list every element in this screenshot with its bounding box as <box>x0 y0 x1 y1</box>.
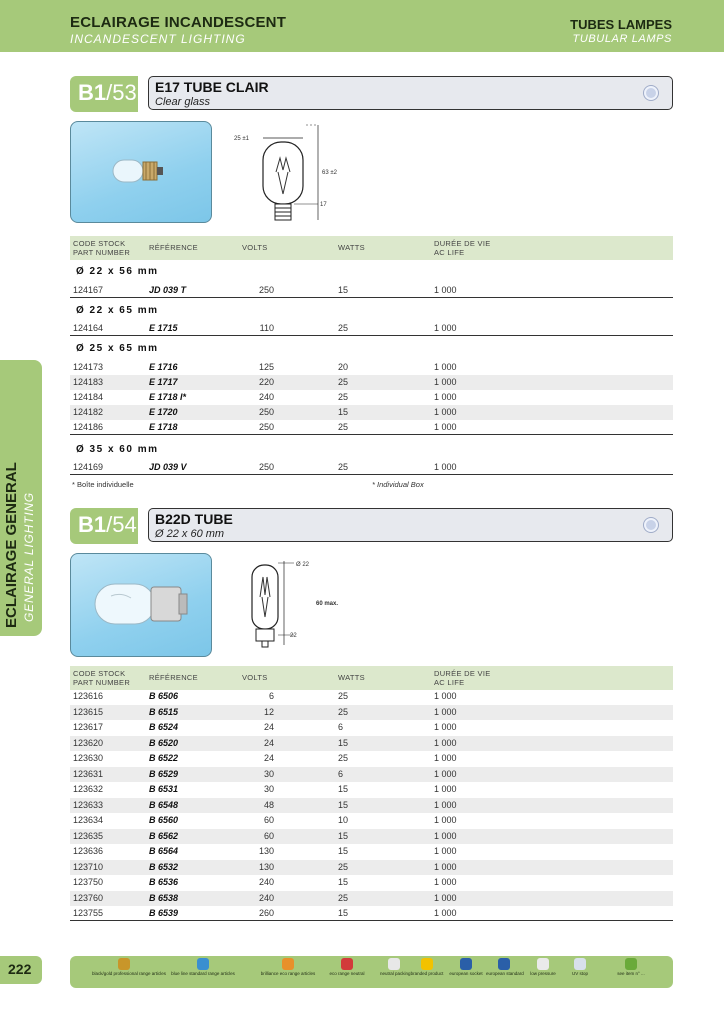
category-title-en: INCANDESCENT LIGHTING <box>70 32 246 46</box>
table-row: 123633 B 6548 48 15 1 000 <box>70 798 673 813</box>
svg-text:22: 22 <box>290 633 297 639</box>
col-life: DURÉE DE VIE AC LIFE <box>434 669 491 687</box>
product-photo-b22d <box>70 553 212 657</box>
legend-label: european socket <box>449 971 483 976</box>
legend-item <box>526 958 560 986</box>
legend-item <box>410 958 444 986</box>
legend-symbol-icon <box>388 958 400 970</box>
table-row: 124182 E 1720 250 15 1 000 <box>70 405 673 420</box>
group-label: Ø 35 x 60 mm <box>76 444 159 455</box>
top-header-bar <box>0 0 724 52</box>
table-row: 123636 B 6564 130 15 1 000 <box>73 846 457 856</box>
table-header-s2 <box>70 666 673 690</box>
legend-item <box>486 958 522 986</box>
svg-text:63 ±2: 63 ±2 <box>322 170 337 176</box>
table-row: 124173 E 1716 125 20 1 000 <box>73 362 457 372</box>
bulb-dot-icon <box>644 86 658 100</box>
table-row: 123634 B 6560 60 10 1 000 <box>73 815 457 825</box>
col-code: CODE STOCK PART NUMBER <box>73 239 131 257</box>
subcategory-title-en: TUBULAR LAMPS <box>572 33 672 45</box>
legend-label: see item n° ... <box>617 971 645 976</box>
legend-item <box>565 958 595 986</box>
table-row: 123750 B 6536 240 15 1 000 <box>73 877 457 887</box>
b22d-bulb-photo-icon <box>71 554 213 658</box>
legend-symbol-icon <box>625 958 637 970</box>
legend-label: low pressure <box>530 971 556 976</box>
legend-symbol-icon <box>537 958 549 970</box>
e17-dimension-drawing <box>228 122 378 230</box>
section-subtitle: Clear glass <box>155 96 211 108</box>
legend-label: neutral packing <box>380 971 411 976</box>
col-watts: WATTS <box>338 243 365 252</box>
svg-text:Ø 22: Ø 22 <box>296 562 310 568</box>
legend-label: black/gold professional range articles <box>92 971 167 976</box>
table-row: 123617 B 6524 24 6 1 000 <box>73 722 457 732</box>
table-row: 124169 JD 039 V 250 25 1 000 <box>70 460 673 475</box>
col-life: DURÉE DE VIE AC LIFE <box>434 239 491 257</box>
category-title-fr: ECLAIRAGE INCANDESCENT <box>70 14 287 31</box>
legend-item <box>380 958 411 986</box>
section-title-bar <box>148 508 673 542</box>
product-photo-e17 <box>70 121 212 223</box>
page-number: 222 <box>0 956 42 984</box>
col-reference: RÉFÉRENCE <box>149 673 198 682</box>
col-volts: VOLTS <box>242 243 268 252</box>
legend-label: european standard <box>486 971 524 976</box>
table-row: 124184 E 1718 I* 240 25 1 000 <box>73 392 457 402</box>
legend-item <box>322 958 372 986</box>
table-header-s1 <box>70 236 673 260</box>
col-watts: WATTS <box>338 673 365 682</box>
e17-bulb-photo-icon <box>71 122 213 224</box>
section-title: B22D TUBE <box>155 511 233 527</box>
legend-symbol-icon <box>421 958 433 970</box>
table-row: 123616 B 6506 6 25 1 000 <box>73 691 457 701</box>
section-header-b1-54 <box>70 508 673 544</box>
b22d-dimension-drawing <box>236 557 386 653</box>
legend-label: UV stop <box>571 971 588 976</box>
section-code-tab: B1/54 <box>70 508 138 544</box>
legend-label: eco range neutral <box>329 971 365 976</box>
legend-item <box>92 958 167 986</box>
legend-label: blue line standard range articles <box>171 971 235 976</box>
table-row: 123615 B 6515 12 25 1 000 <box>70 705 673 720</box>
legend-symbol-icon <box>574 958 586 970</box>
legend-item <box>258 958 318 986</box>
table-row: 123632 B 6531 30 15 1 000 <box>73 784 457 794</box>
legend-symbol-icon <box>341 958 353 970</box>
group-label: Ø 25 x 65 mm <box>76 343 159 354</box>
footer-legend-bar <box>70 956 673 988</box>
table-row: 123635 B 6562 60 15 1 000 <box>70 829 673 844</box>
section-title: E17 TUBE CLAIR <box>155 79 269 95</box>
svg-text:17: 17 <box>320 202 327 208</box>
table-row: 124183 E 1717 220 25 1 000 <box>70 375 673 390</box>
legend-symbol-icon <box>197 958 209 970</box>
legend-symbol-icon <box>282 958 294 970</box>
col-reference: RÉFÉRENCE <box>149 243 198 252</box>
svg-text:25 ±1: 25 ±1 <box>234 136 249 142</box>
section-header-b1-53 <box>70 76 673 112</box>
svg-text:60 max.: 60 max. <box>316 601 339 607</box>
legend-item <box>158 958 248 986</box>
table-row: 123630 B 6522 24 25 1 000 <box>73 753 457 763</box>
side-label-en: GENERAL LIGHTING <box>22 492 36 622</box>
legend-symbol-icon <box>118 958 130 970</box>
footnote-fr: * Boîte individuelle <box>72 480 134 489</box>
legend-symbol-icon <box>460 958 472 970</box>
table-row: 124167 JD 039 T 250 15 1 000 <box>70 283 673 298</box>
legend-label: brilliance eco range articles <box>260 971 316 976</box>
table-row: 124186 E 1718 250 25 1 000 <box>70 420 673 435</box>
legend-label: branded product <box>410 971 444 976</box>
legend-symbol-icon <box>498 958 510 970</box>
footnote-en: * Individual Box <box>372 480 424 489</box>
side-label-fr: ECLAIRAGE GENERAL <box>3 462 20 628</box>
section-subtitle: Ø 22 x 60 mm <box>155 528 225 540</box>
table-row: 124164 E 1715 110 25 1 000 <box>70 321 673 336</box>
table-row: 123620 B 6520 24 15 1 000 <box>70 736 673 751</box>
section-title-bar <box>148 76 673 110</box>
bulb-dot-icon <box>644 518 658 532</box>
legend-item <box>600 958 662 986</box>
table-row: 123760 B 6538 240 25 1 000 <box>70 891 673 906</box>
side-section-tab <box>0 360 42 636</box>
col-code: CODE STOCK PART NUMBER <box>73 669 131 687</box>
group-label: Ø 22 x 56 mm <box>76 266 159 277</box>
group-label: Ø 22 x 65 mm <box>76 305 159 316</box>
table-row: 123755 B 6539 260 15 1 000 <box>70 906 673 921</box>
table-row: 123631 B 6529 30 6 1 000 <box>70 767 673 782</box>
col-volts: VOLTS <box>242 673 268 682</box>
section-code-tab: B1/53 <box>70 76 138 112</box>
subcategory-title-fr: TUBES LAMPES <box>570 17 672 32</box>
legend-item <box>448 958 484 986</box>
table-row: 123710 B 6532 130 25 1 000 <box>70 860 673 875</box>
